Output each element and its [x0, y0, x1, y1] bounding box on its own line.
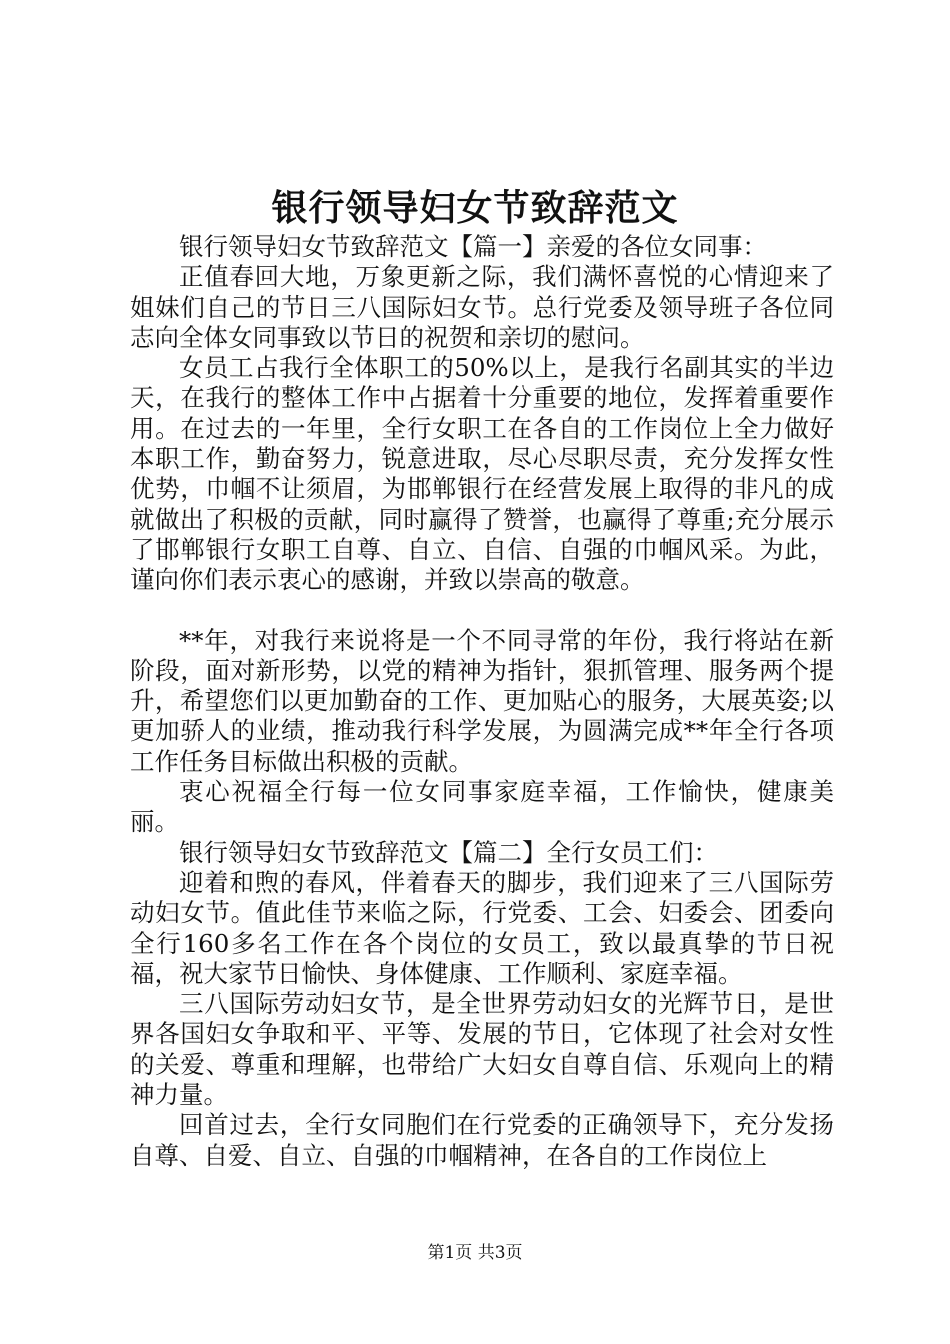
paragraph-1: 银行领导妇女节致辞范文【篇一】亲爱的各位女同事：: [179, 232, 767, 261]
paragraph-4: **年，对我行来说将是一个不同寻常的年份，我行将站在新阶段，面对新形势，以党的精神为指针，狠抓管理、服务两个提升，希望您们以更加勤奋的工作、更加贴心的服务，大展英姿;以更加骄人的业绩，推动我行科学发展，为圆满完成**年全行各项工作任务目标做出积极的贡献。: [130, 625, 834, 776]
paragraph-6: 银行领导妇女节致辞范文【篇二】全行女员工们：: [179, 837, 718, 867]
paragraph-3: 女员工占我行全体职工的50%以上，是我行名副其实的半边天，在我行的整体工作中占据着十分重要的地位，发挥着重要作用。在过去的一年里，全行女职工在各自的工作岗位上全力做好本职工作，勤奋努力，锐意进取，尽心尽职尽责，充分发挥女性优势，巾帼不让须眉，为邯郸银行在经营发展上取得的非凡的成就做出了积极的贡献，同时赢得了赞誉，也赢得了尊重;充分展示了邯郸银行女职工自尊、自立、自信、自强的巾帼风采。为此，谨向你们表示衷心的感谢，并致以崇高的敬意。: [130, 353, 834, 595]
document-title: 银行领导妇女节致辞范文: [271, 187, 679, 229]
paragraph-7: 迎着和煦的春风，伴着春天的脚步，我们迎来了三八国际劳动妇女节。值此佳节来临之际，行党委、工会、妇委会、团委向全行160多名工作在各个岗位的女员工，致以最真挚的节日祝福，祝大家节日愉快、身体健康、工作顺利、家庭幸福。: [130, 867, 834, 988]
paragraph-5: 衷心祝福全行每一位女同事家庭幸福，工作愉快，健康美丽。: [130, 777, 834, 837]
paragraph-8: 三八国际劳动妇女节，是全世界劳动妇女的光辉节日，是世界各国妇女争取和平、平等、发展的节日，它体现了社会对女性的关爱、尊重和理解，也带给广大妇女自尊自信、乐观向上的精神力量。: [130, 989, 834, 1110]
document-body: [130, 232, 834, 1171]
page-footer: 第1页 共3页: [427, 1243, 523, 1263]
paragraph-9: 回首过去，全行女同胞们在行党委的正确领导下，充分发扬自尊、自爱、自立、自强的巾帼精神，在各自的工作岗位上: [130, 1110, 834, 1170]
paragraph-2: 正值春回大地，万象更新之际，我们满怀喜悦的心情迎来了姐妹们自己的节日三八国际妇女节。总行党委及领导班子各位同志向全体女同事致以节日的祝贺和亲切的慰问。: [130, 262, 834, 352]
